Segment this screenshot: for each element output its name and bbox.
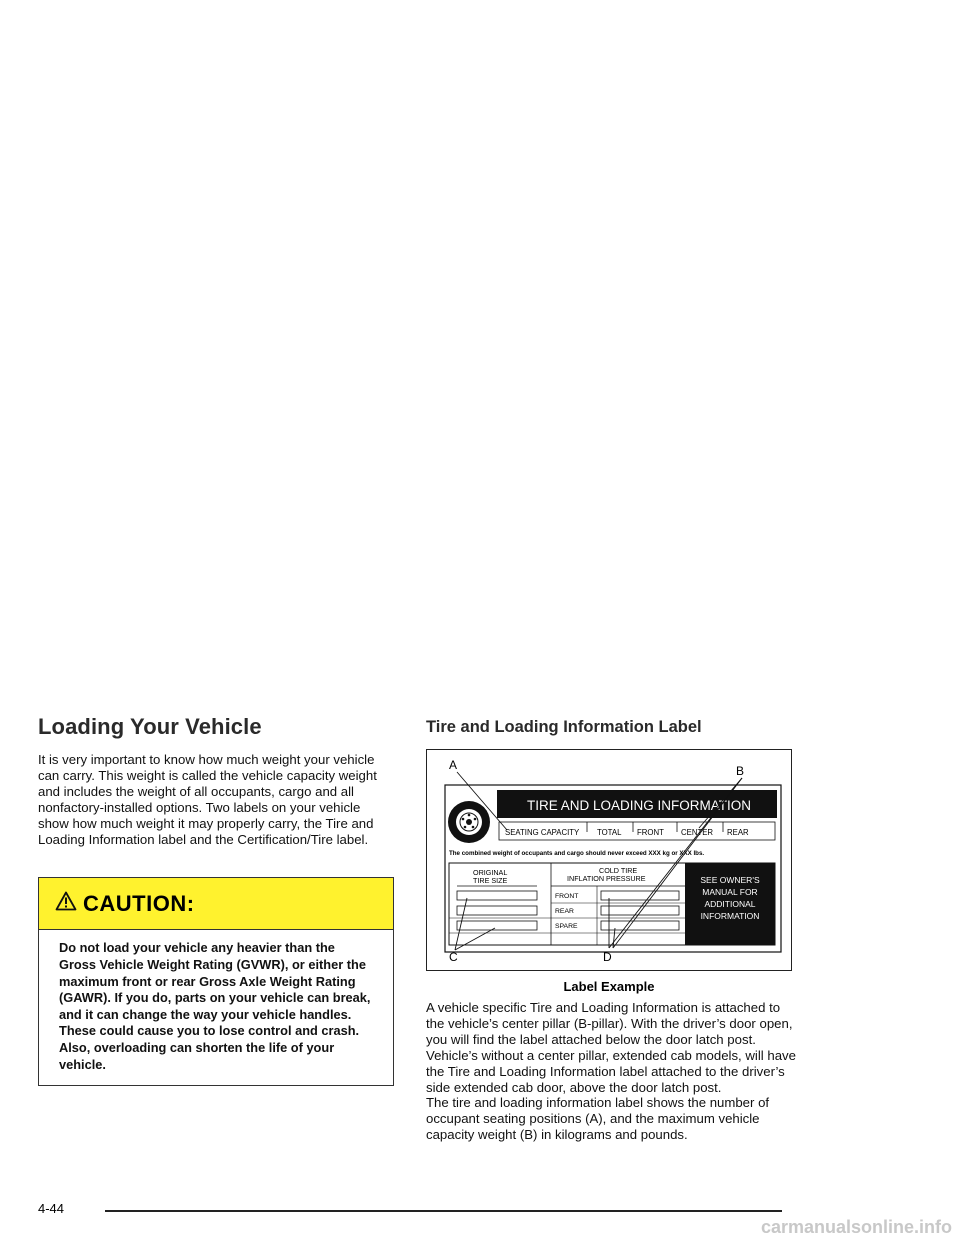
page-number: 4-44	[38, 1201, 65, 1216]
caution-box	[38, 877, 394, 1086]
paragraph-1: A vehicle specific Tire and Loading Information is attached to the vehicle’s center pillar (B-pillar). With the driver’s door open, you will find the label attached below the door latch post. Vehicle’s without a center pillar, extended cab models, will have the Tire and Loading Information label attached to the driver’s side extended cab door, above the door latch post.	[426, 1000, 796, 1095]
see-line-2: MANUAL FOR	[702, 887, 758, 897]
cold-label-1: COLD TIRE	[599, 866, 638, 875]
orig-label-2: TIRE SIZE	[473, 876, 508, 885]
banner-text: TIRE AND LOADING INFORMATION	[527, 798, 752, 813]
caution-title: CAUTION:	[83, 890, 195, 916]
see-line-4: INFORMATION	[700, 911, 760, 921]
right-column	[410, 714, 796, 1143]
cold-label-2: INFLATION PRESSURE	[567, 874, 646, 883]
label-figure	[426, 749, 792, 971]
tire-icon	[448, 801, 490, 843]
subsection-title: Tire and Loading Information Label	[426, 718, 702, 736]
front-text: FRONT	[637, 828, 664, 837]
seating-capacity-text: SEATING CAPACITY	[505, 828, 580, 837]
caution-text: Do not load your vehicle any heavier than the Gross Vehicle Weight Rating (GVWR), or either the maximum front or rear Gross Axle Weight Rating (GAWR). If you do, parts on your vehicle can break, and it can change the way your vehicle handles. These could cause you to lose control and crash. Also, overloading can shorten the life of your vehicle.	[59, 940, 371, 1072]
see-line-3: ADDITIONAL	[704, 899, 756, 909]
callout-a: A	[449, 758, 458, 772]
intro-paragraph: It is very important to know how much weight your vehicle can carry. This weight is called the vehicle capacity weight and includes the weight of all occupants, cargo and all nonfactory-installed options. Two labels on your vehicle show how much weight it may properly carry, the Tire and Loading Information label and the Certification/Tire label.	[38, 752, 377, 847]
paragraph-2: The tire and loading information label shows the number of occupant seating positions (A), and the maximum vehicle capacity weight (B) in kilograms and pounds.	[426, 1095, 770, 1143]
watermark: carmanualsonline.info	[760, 1217, 952, 1237]
row-front: FRONT	[555, 893, 579, 900]
caution-triangle-icon	[55, 891, 77, 916]
rear-text: REAR	[727, 828, 749, 837]
row-spare: SPARE	[555, 923, 578, 930]
callout-b: B	[736, 764, 745, 778]
callout-d: D	[603, 950, 612, 964]
row-rear: REAR	[555, 908, 574, 915]
center-text: CENTER	[681, 828, 714, 837]
callout-c: C	[449, 950, 458, 964]
see-line-1: SEE OWNER'S	[700, 875, 760, 885]
footer-rule	[105, 1210, 782, 1212]
combined-weight-text: The combined weight of occupants and cargo should never exceed XXX kg or XXX lbs.	[449, 850, 705, 857]
section-title: Loading Your Vehicle	[38, 714, 262, 739]
total-text: TOTAL	[597, 828, 622, 837]
left-column	[38, 714, 394, 1086]
orig-label-1: ORIGINAL	[473, 868, 508, 877]
figure-caption: Label Example	[563, 979, 655, 994]
caution-header	[39, 878, 393, 930]
